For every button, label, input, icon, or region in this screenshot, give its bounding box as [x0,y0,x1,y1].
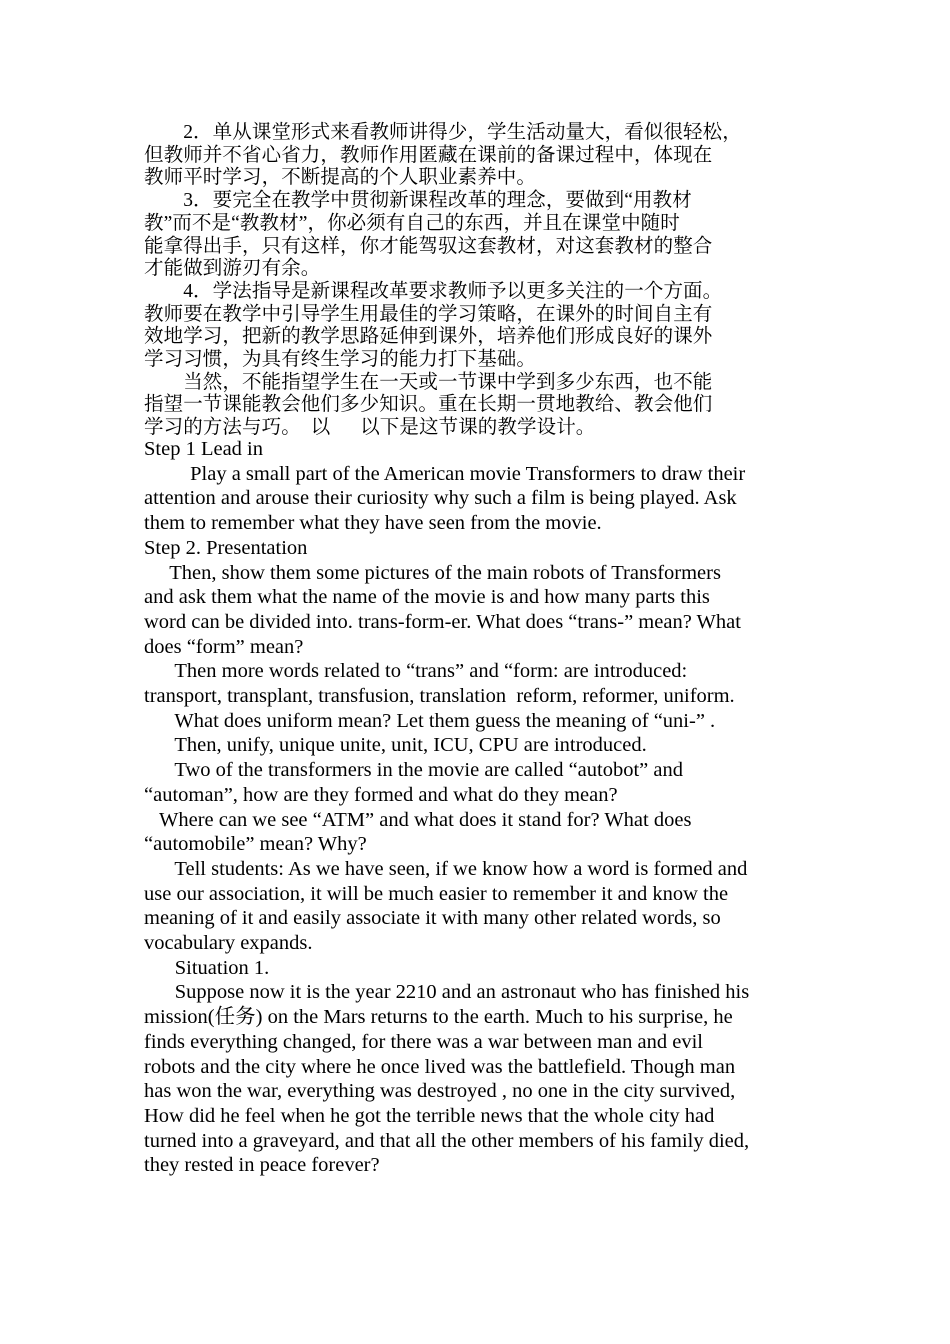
text-line: 效地学习，把新的教学思路延伸到课外，培养他们形成良好的课外 [144,326,713,348]
text-line: Then, show them some pictures of the main robots of Transformers [144,561,721,584]
text-line: turned into a graveyard, and that all the other members of his family died, [144,1129,750,1152]
text-line: 才能做到游刃有余。 [144,258,321,280]
text-line: Tell students: As we have seen, if we know how a word is formed and [144,857,748,880]
text-line: and ask them what the name of the movie is and how many parts this [144,586,710,609]
text-line: 当然，不能指望学生在一天或一节课中学到多少东西，也不能 [144,371,713,393]
text-line: 但教师并不省心省力，教师作用匿藏在课前的备课过程中，体现在 [144,144,713,166]
text-line: 学习的方法与巧。 以 以下是这节课的教学设计。 [144,417,596,439]
text-line: use our association, it will be much easier to remember it and know the [144,882,729,905]
text-line: What does uniform mean? Let them guess the meaning of “uni-” . [144,709,716,732]
text-line: How did he feel when he got the terrible news that the whole city had [144,1104,715,1127]
text-line: 3．要完全在教学中贯彻新课程改革的理念，要做到“用教材 [144,190,692,212]
text-line: Suppose now it is the year 2210 and an astronaut who has finished his [144,981,750,1004]
text-line: mission(任务) on the Mars returns to the earth. Much to his surprise, he [144,1006,733,1029]
text-line: word can be divided into. trans-form-er. What does “trans-” mean? What [144,610,741,633]
text-line: “automobile” mean? Why? [144,833,367,856]
text-line: robots and the city where he once lived was the battlefield. Though man [144,1055,736,1078]
text-line: 学习习惯，为具有终生学习的能力打下基础。 [144,349,537,371]
text-line: attention and arouse their curiosity why such a film is being played. Ask [144,487,737,510]
text-line: 教师要在教学中引导学生用最佳的学习策略，在课外的时间自主有 [144,303,713,325]
text-line: Play a small part of the American movie Transformers to draw their [144,462,746,485]
text-line: Then, unify, unique unite, unit, ICU, CPU are introduced. [144,734,647,757]
text-line: Then more words related to “trans” and “form: are introduced: [144,660,688,683]
text-line: 4．学法指导是新课程改革要求教师予以更多关注的一个方面。 [144,280,723,302]
text-line: 能拿得出手，只有这样，你才能驾驭这套教材，对这套教材的整合 [144,235,713,257]
text-line: vocabulary expands. [144,932,313,955]
text-line: has won the war, everything was destroyed , no one in the city survived, [144,1080,736,1103]
text-line: meaning of it and easily associate it with many other related words, so [144,907,721,930]
text-line: transport, transplant, transfusion, translation reform, reformer, uniform. [144,685,735,708]
text-line: them to remember what they have seen from the movie. [144,512,602,535]
text-line: “automan”, how are they formed and what do they mean? [144,783,618,806]
text-line: they rested in peace forever? [144,1154,380,1177]
situation-1-heading: Situation 1. [144,956,270,979]
text-line: 教师平时学习，不断提高的个人职业素养中。 [144,167,537,189]
text-line: finds everything changed, for there was a war between man and evil [144,1030,703,1053]
text-line: does “form” mean? [144,635,304,658]
chinese-reflection-text [144,122,824,440]
text-line: Two of the transformers in the movie are called “autobot” and [144,759,683,782]
text-line: Where can we see “ATM” and what does it stand for? What does [144,808,692,831]
text-line: 教”而不是“教教材”，你必须有自己的东西，并且在课堂中随时 [144,212,680,234]
text-line: 2．单从课堂形式来看教师讲得少，学生活动量大，看似很轻松， [144,122,742,143]
text-line: 指望一节课能教会他们多少知识。重在长期一贯地教给、教会他们 [144,394,713,416]
step-2-heading: Step 2. Presentation [144,536,308,559]
english-lesson-plan-text [144,437,824,1178]
step-1-heading: Step 1 Lead in [144,438,263,460]
